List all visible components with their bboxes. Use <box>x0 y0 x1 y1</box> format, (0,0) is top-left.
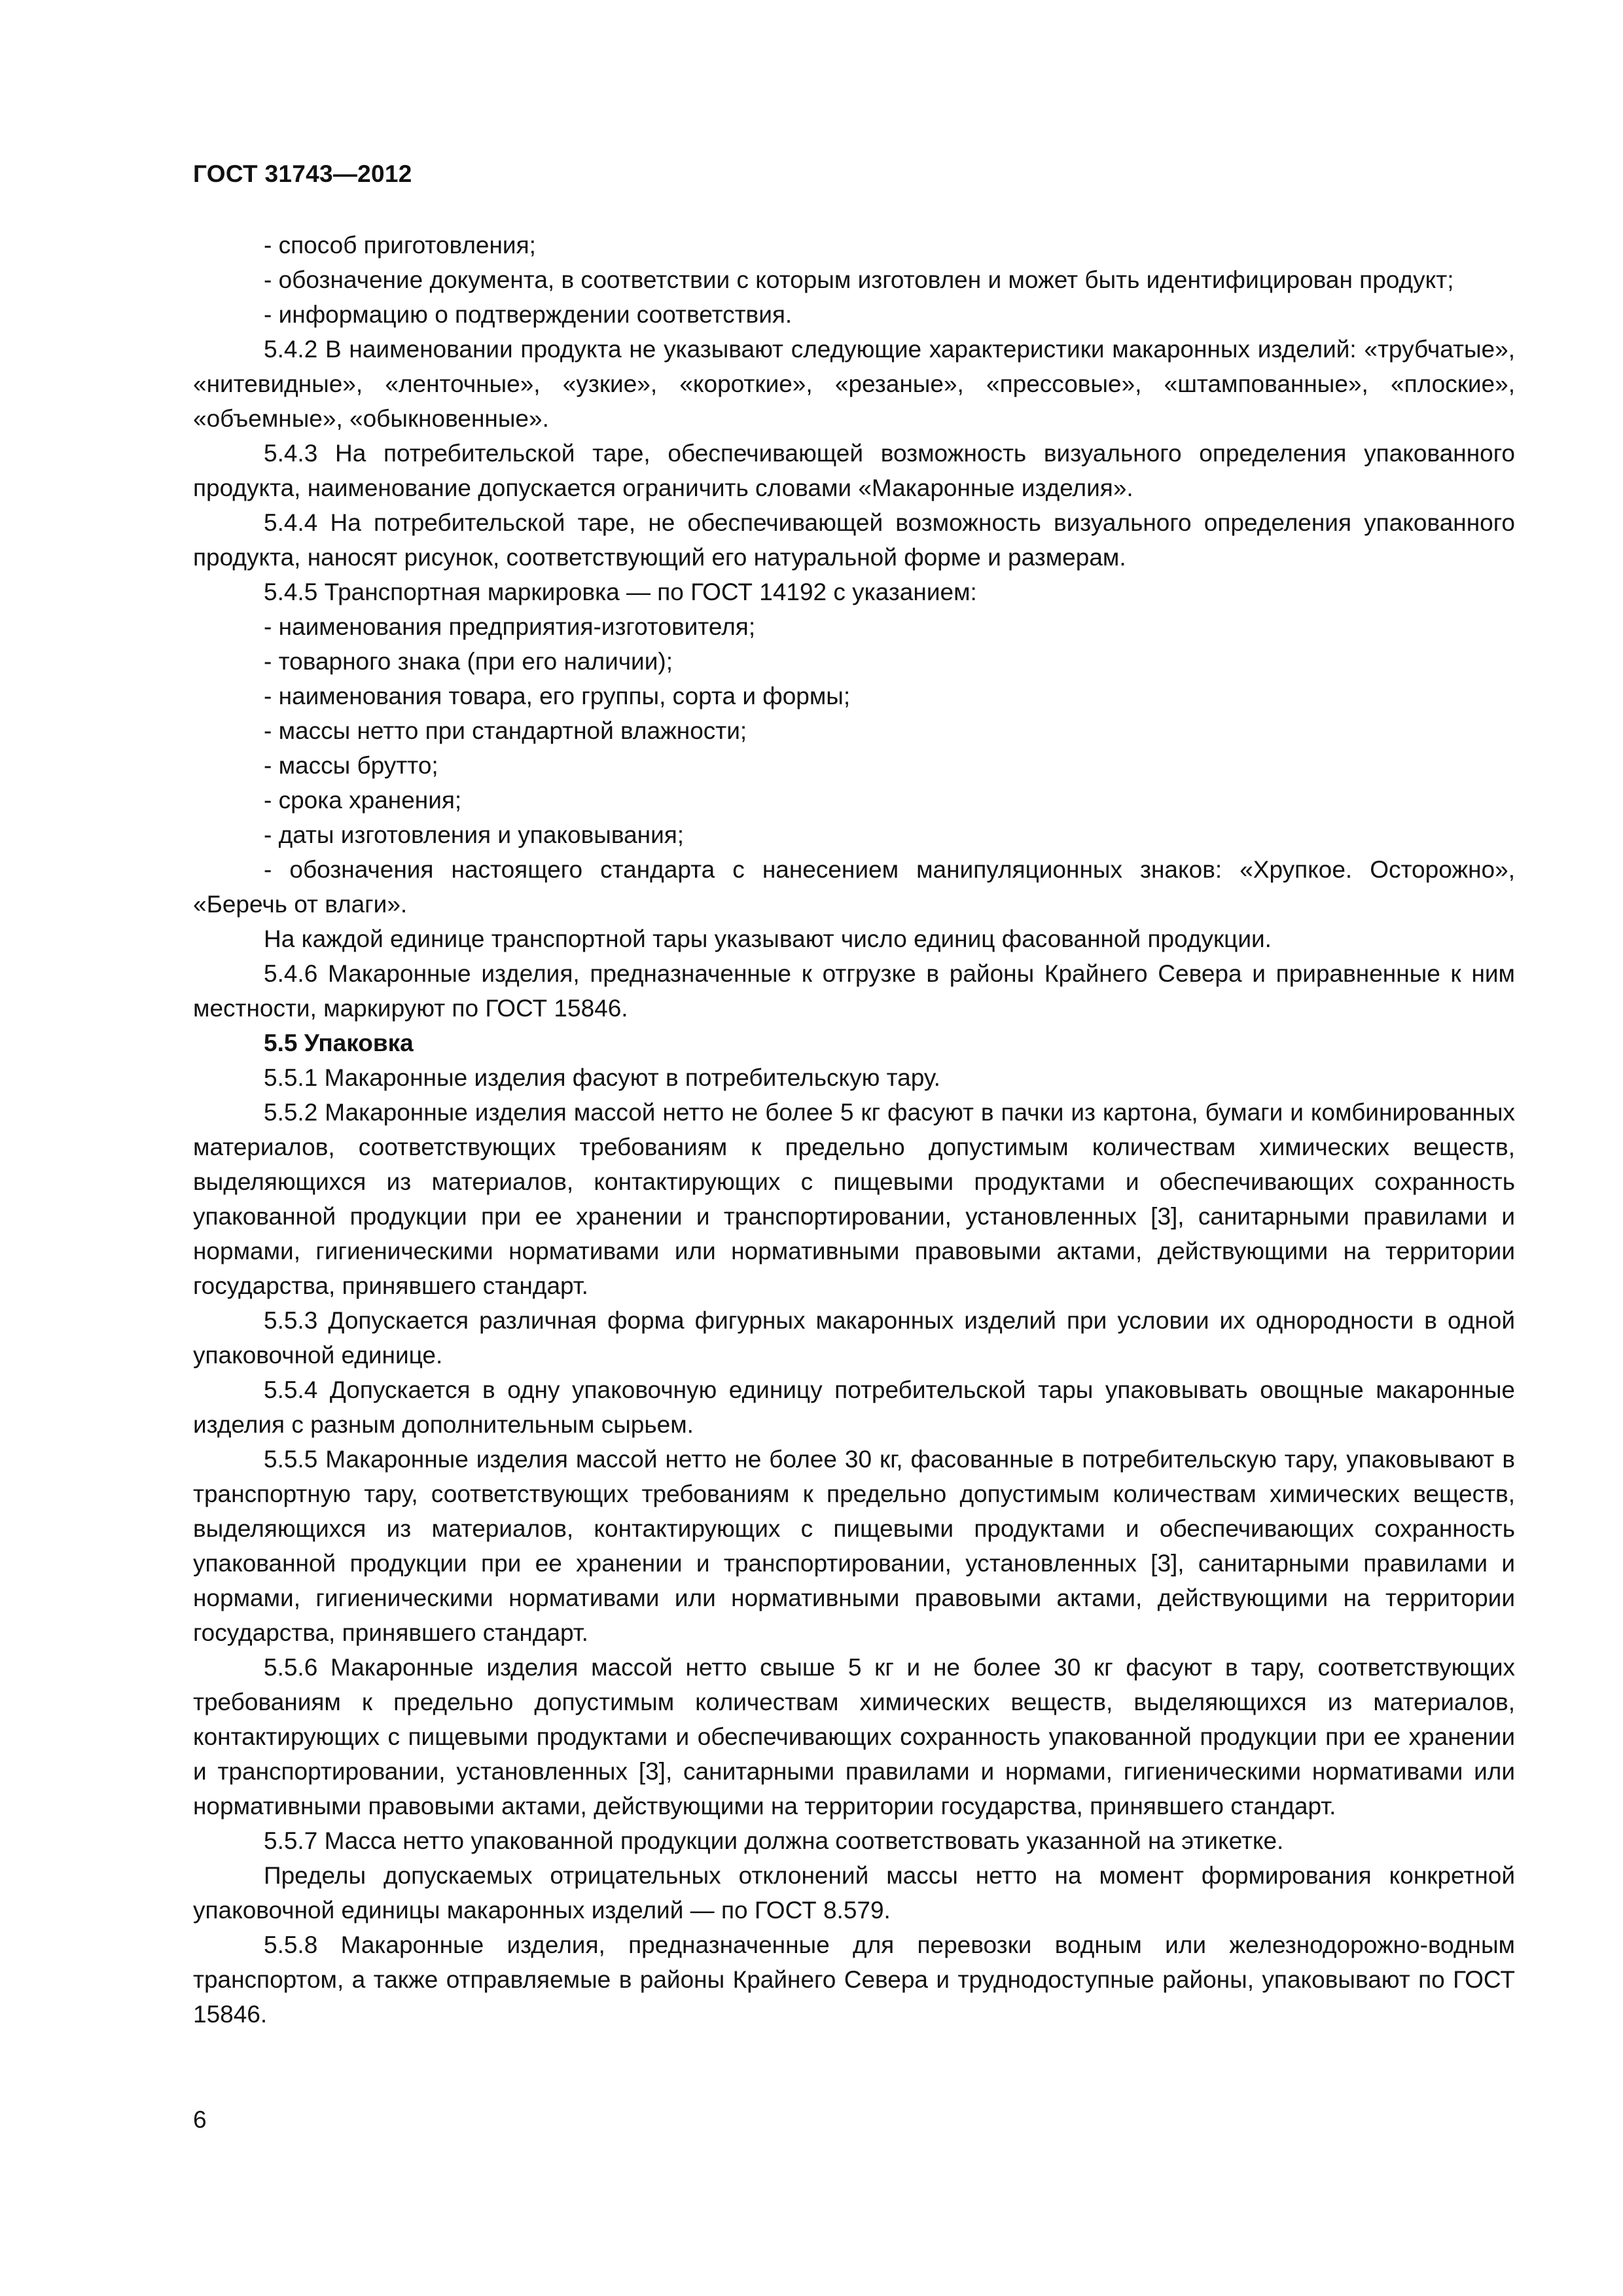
clause-5-5-6: 5.5.6 Макаронные изделия массой нетто свыше 5 кг и не более 30 кг фасуют в тару, соответствующих требованиям к предельно допустимым количествам химических веществ, выделяющихся из материалов, контактирующих с пищевыми продуктами и обеспечивающих сохранность упакованной продукции при ее хранении и транспортировании, установленных [3], санитарными правилами и нормами, гигиеническими нормативами или нормативными правовыми актами, действующими на территории государства, принявшего стандарт. <box>193 1654 1515 1820</box>
clause-5-4-6: 5.4.6 Макаронные изделия, предназначенные к отгрузке в районы Крайнего Севера и приравненные к ним местности, маркируют по ГОСТ 15846. <box>193 960 1515 1022</box>
clause-5-5-3: 5.5.3 Допускается различная форма фигурных макаронных изделий при условии их однородности в одной упаковочной единице. <box>193 1307 1515 1369</box>
section-heading-packaging: 5.5 Упаковка <box>264 1030 414 1056</box>
clause-5-4-5: 5.4.5 Транспортная маркировка — по ГОСТ 14192 с указанием: <box>264 579 977 605</box>
clause-5-4-4: 5.4.4 На потребительской таре, не обеспечивающей возможность визуального определения упакованного продукта, наносят рисунок, соответствующий его натуральной форме и размерам. <box>193 509 1515 571</box>
list-item-manufacturer-name: - наименования предприятия-изготовителя; <box>264 613 756 640</box>
list-item-conformity-info: - информацию о подтверждении соответствия. <box>264 301 793 328</box>
list-item-standard-designation: - обозначения настоящего стандарта с нанесением манипуляционных знаков: «Хрупкое. Осторожно», «Беречь от влаги». <box>193 856 1515 918</box>
list-item-gross-mass: - массы брутто; <box>264 752 438 779</box>
clause-5-5-2: 5.5.2 Макаронные изделия массой нетто не более 5 кг фасуют в пачки из картона, бумаги и комбинированных материалов, соответствующих требованиям к предельно допустимым количествам химических веществ, выделяющихся из материалов, контактирующих с пищевыми продуктами и обеспечивающих сохранность упакованной продукции при ее хранении и транспортировании, установленных [3], санитарными правилами и нормами, гигиеническими нормативами или нормативными правовыми актами, действующими на территории государства, принявшего стандарт. <box>193 1099 1515 1299</box>
clause-5-5-5: 5.5.5 Макаронные изделия массой нетто не более 30 кг, фасованные в потребительскую тару, упаковывают в транспортную тару, соответствующих требованиям к предельно допустимым количествам химических веществ, выделяющихся из материалов, контактирующих с пищевыми продуктами и обеспечивающих сохранность упакованной продукции при ее хранении и транспортировании, установленных [3], санитарными правилами и нормами, гигиеническими нормативами или нормативными правовыми актами, действующими на территории государства, принявшего стандарт. <box>193 1446 1515 1646</box>
list-item-cooking-method: - способ приготовления; <box>264 232 536 259</box>
list-item-dates: - даты изготовления и упаковывания; <box>264 821 685 848</box>
clause-5-5-7: 5.5.7 Масса нетто упакованной продукции должна соответствовать указанной на этикетке. <box>264 1827 1284 1854</box>
page-number: 6 <box>193 2106 207 2133</box>
clause-5-5-8: 5.5.8 Макаронные изделия, предназначенные для перевозки водным или железнодорожно-водным транспортом, а также отправляемые в районы Крайнего Севера и труднодоступные районы, упаковывают по ГОСТ 15846. <box>193 1931 1515 2028</box>
list-item-shelf-life: - срока хранения; <box>264 787 462 814</box>
list-item-net-mass: - массы нетто при стандартной влажности; <box>264 717 747 744</box>
list-item-trademark: - товарного знака (при его наличии); <box>264 648 673 675</box>
clause-5-5-4: 5.5.4 Допускается в одну упаковочную единицу потребительской тары упаковывать овощные макаронные изделия с разным дополнительным сырьем. <box>193 1376 1515 1438</box>
mass-deviation-note: Пределы допускаемых отрицательных отклонений массы нетто на момент формирования конкретной упаковочной единицы макаронных изделий — по ГОСТ 8.579. <box>193 1862 1515 1924</box>
clause-5-4-3: 5.4.3 На потребительской таре, обеспечивающей возможность визуального определения упакованного продукта, наименование допускается ограничить словами «Макаронные изделия». <box>193 440 1515 501</box>
list-item-document-designation: - обозначение документа, в соответствии с которым изготовлен и может быть идентифицирован продукт; <box>264 266 1454 293</box>
clause-5-5-1: 5.5.1 Макаронные изделия фасуют в потребительскую тару. <box>264 1064 940 1091</box>
clause-5-4-2: 5.4.2 В наименовании продукта не указывают следующие характеристики макаронных изделий: «трубчатые», «нитевидные», «ленточные», «узкие», «короткие», «резаные», «прессовые», «штампованные», «плоские», «объемные», «обыкновенные». <box>193 336 1515 432</box>
list-item-product-name: - наименования товара, его группы, сорта и формы; <box>264 683 851 709</box>
transport-unit-note: На каждой единице транспортной тары указывают число единиц фасованной продукции. <box>264 925 1272 952</box>
running-header: ГОСТ 31743—2012 <box>193 160 412 187</box>
document-body <box>193 228 1515 2032</box>
